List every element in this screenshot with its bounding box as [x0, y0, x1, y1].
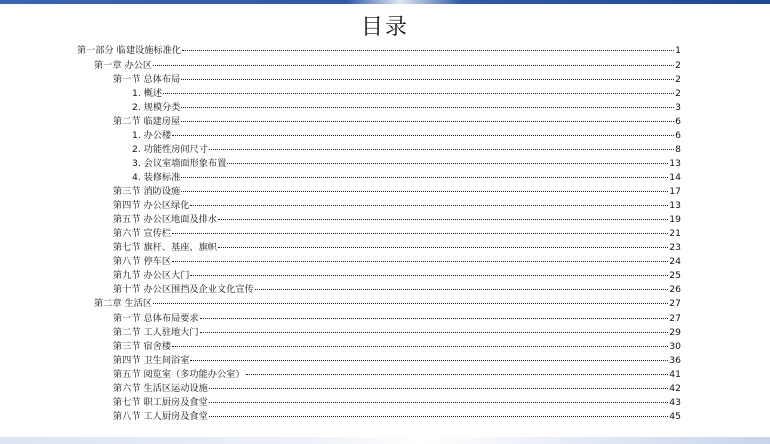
- toc-entry[interactable]: [113, 213, 681, 226]
- toc-entry-label: 3. 会议室墙面形象布置: [132, 158, 227, 169]
- toc-entry-page: 24: [669, 256, 681, 267]
- toc-entry-page: 43: [669, 397, 681, 408]
- dot-leader: [190, 275, 668, 276]
- dot-leader: [181, 177, 668, 178]
- dot-leader: [181, 107, 674, 108]
- toc-entry-page: 42: [669, 383, 681, 394]
- dot-leader: [255, 289, 669, 290]
- toc-entry-page: 2: [675, 74, 681, 85]
- toc-entry-label: 2. 功能性房间尺寸: [132, 144, 208, 155]
- dot-leader: [172, 261, 668, 262]
- toc-entry-label: 第一部分 临建设施标准化: [77, 45, 181, 56]
- toc-entry-label: 第十节 办公区围挡及企业文化宣传: [113, 284, 254, 295]
- toc-entry[interactable]: [113, 199, 681, 212]
- toc-entry-page: 13: [669, 200, 681, 211]
- dot-leader: [181, 121, 674, 122]
- toc-entry-page: 25: [669, 270, 681, 281]
- toc-entry[interactable]: [132, 129, 681, 142]
- dot-leader: [190, 360, 668, 361]
- toc-entry[interactable]: [113, 73, 681, 86]
- toc-entry-label: 第二节 工人驻地大门: [113, 327, 199, 338]
- toc-entry-label: 第四节 办公区绿化: [113, 200, 190, 211]
- dot-leader: [218, 247, 668, 248]
- dot-leader: [218, 219, 668, 220]
- dot-leader: [209, 149, 674, 150]
- toc-entry-label: 4. 装修标准: [132, 172, 181, 183]
- toc-entry-page: 27: [669, 298, 681, 309]
- dot-leader: [200, 318, 669, 319]
- dot-leader: [209, 402, 669, 403]
- dot-leader: [172, 233, 668, 234]
- dot-leader: [153, 65, 674, 66]
- toc-entry[interactable]: [113, 340, 681, 353]
- toc-entry-label: 2. 规模分类: [132, 102, 181, 113]
- toc-entry-page: 1: [675, 45, 681, 56]
- toc-entry-label: 第七节 职工厨房及食堂: [113, 397, 208, 408]
- toc-entry-page: 14: [669, 172, 681, 183]
- toc-entry-label: 第八节 停车区: [113, 256, 172, 267]
- toc-entry-page: 2: [675, 60, 681, 71]
- toc-entry-page: 8: [675, 144, 681, 155]
- toc-entry[interactable]: [94, 297, 681, 310]
- toc-entry[interactable]: [113, 185, 681, 198]
- toc-entry[interactable]: [132, 101, 681, 114]
- toc-entry-page: 26: [669, 284, 681, 295]
- toc-entry-page: 30: [669, 341, 681, 352]
- toc-entry-label: 第三节 消防设施: [113, 186, 181, 197]
- toc-entry-label: 第一节 总体布局要求: [113, 313, 199, 324]
- toc-entry-page: 3: [675, 102, 681, 113]
- dot-leader: [190, 205, 668, 206]
- toc-entry-page: 13: [669, 158, 681, 169]
- toc-entry[interactable]: [132, 87, 681, 100]
- toc-entry-label: 1. 概述: [132, 88, 163, 99]
- toc-entry[interactable]: [113, 115, 681, 128]
- toc-entry[interactable]: [113, 410, 681, 423]
- toc-entry-label: 第二节 临建房屋: [113, 116, 181, 127]
- dot-leader: [172, 135, 674, 136]
- toc-entry-page: 19: [669, 214, 681, 225]
- toc-entry[interactable]: [113, 283, 681, 296]
- toc-entry-label: 第六节 生活区运动设施: [113, 383, 208, 394]
- toc-entry-page: 36: [669, 355, 681, 366]
- toc-entry-label: 第七节 旗杆、基座、旗帜: [113, 242, 217, 253]
- toc-entry-label: 第六节 宣传栏: [113, 228, 172, 239]
- toc-entry[interactable]: [113, 269, 681, 282]
- toc-entry[interactable]: [94, 59, 681, 72]
- toc-entry-page: 2: [675, 88, 681, 99]
- dot-leader: [153, 303, 668, 304]
- toc-entry-page: 29: [669, 327, 681, 338]
- toc-entry[interactable]: [132, 157, 681, 170]
- dot-leader: [163, 93, 674, 94]
- toc-entry-label: 第四节 卫生间浴室: [113, 355, 190, 366]
- toc-entry-label: 1. 办公楼: [132, 130, 172, 141]
- toc-entry-page: 27: [669, 313, 681, 324]
- toc-entry-label: 第一节 总体布局: [113, 74, 181, 85]
- toc-entry-page: 41: [669, 369, 681, 380]
- toc-entry-page: 45: [669, 411, 681, 422]
- dot-leader: [200, 332, 669, 333]
- toc-entry[interactable]: [77, 44, 681, 57]
- toc-entry[interactable]: [113, 255, 681, 268]
- toc-entry-label: 第三节 宿舍楼: [113, 341, 172, 352]
- toc-entry[interactable]: [113, 354, 681, 367]
- toc-entry-page: 6: [675, 116, 681, 127]
- toc-entry-label: 第九节 办公区大门: [113, 270, 190, 281]
- toc-entry[interactable]: [132, 171, 681, 184]
- toc-entry-label: 第八节 工人厨房及食堂: [113, 411, 208, 422]
- toc-entry[interactable]: [113, 241, 681, 254]
- dot-leader: [181, 79, 674, 80]
- dot-leader: [172, 346, 668, 347]
- toc-entry-page: 23: [669, 242, 681, 253]
- toc-entry[interactable]: [113, 312, 681, 325]
- toc-entry[interactable]: [132, 143, 681, 156]
- top-accent-bar: [0, 0, 770, 4]
- dot-leader: [181, 191, 668, 192]
- dot-leader: [209, 388, 669, 389]
- dot-leader: [227, 163, 668, 164]
- toc-entry-label: 第五节 阅览室（多功能办公室）: [113, 369, 245, 380]
- toc-entry-label: 第一章 办公区: [94, 60, 153, 71]
- toc-entry[interactable]: [113, 227, 681, 240]
- toc-entry[interactable]: [113, 382, 681, 395]
- dot-leader: [182, 50, 674, 51]
- toc-entry[interactable]: [113, 326, 681, 339]
- bottom-accent-bar: [0, 437, 770, 444]
- dot-leader: [209, 416, 669, 417]
- page-title: 目录: [360, 15, 409, 40]
- dot-leader: [246, 374, 669, 375]
- toc-entry[interactable]: [113, 368, 681, 381]
- toc-entry-page: 6: [675, 130, 681, 141]
- toc-entry[interactable]: [113, 396, 681, 409]
- toc-entry-page: 17: [669, 186, 681, 197]
- toc-entry-page: 21: [669, 228, 681, 239]
- toc-entry-label: 第五节 办公区地面及排水: [113, 214, 217, 225]
- toc-entry-label: 第二章 生活区: [94, 298, 153, 309]
